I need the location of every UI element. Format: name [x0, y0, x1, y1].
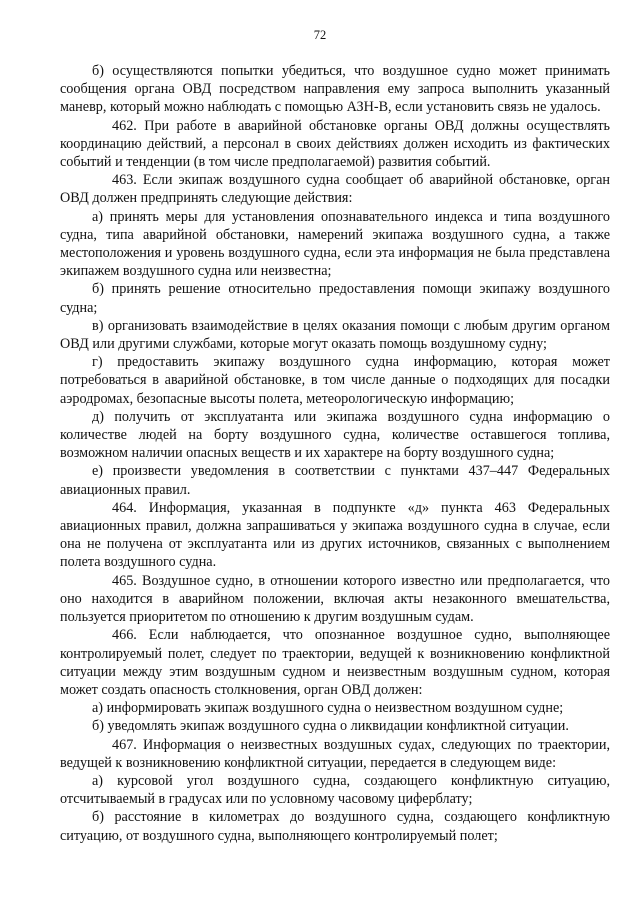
paragraph: б) принять решение относительно предоставления помощи экипажу воздушного судна; — [60, 281, 610, 316]
paragraph: 466. Если наблюдается, что опознанное воздушное судно, выполняющее контролируемый полет, следует по траектории, ведущей к возникновению конфликтной ситуации между этим воздушным судном и неизвестным воздушным судном, которая может создать опасность столкновения, орган ОВД должен: — [60, 627, 610, 698]
paragraph: б) осуществляются попытки убедиться, что воздушное судно может принимать сообщения органа ОВД посредством направления ему запроса выполнить указанный маневр, который можно наблюдать с помощью АЗН-В, если установить связь не удалось. — [60, 63, 610, 116]
paragraph: а) принять меры для установления опознавательного индекса и типа воздушного судна, типа аварийной обстановки, намерений экипажа воздушного судна, а также местоположения и уровень воздушного судна, если эта информация не была представлена экипажем воздушного судна или неизвестна; — [60, 208, 610, 280]
paragraph: а) информировать экипаж воздушного судна о неизвестном воздушном судне; — [92, 700, 564, 717]
paragraph: е) произвести уведомления в соответствии с пунктами 437–447 Федеральных авиационных правил. — [60, 463, 610, 498]
paragraph: б) уведомлять экипаж воздушного судна о ликвидации конфликтной ситуации. — [92, 718, 569, 735]
paragraph: 465. Воздушное судно, в отношении которого известно или предполагается, что оно находится в аварийном положении, включая акты незаконного вмешательства, пользуется приоритетом по отношению к другим воздушным судам. — [60, 572, 610, 626]
paragraph: 462. При работе в аварийной обстановке органы ОВД должны осуществлять координацию действий, а персонал в своих действиях должен исходить из фактических событий и тенденции (в том числе предполагаемой) развития событий. — [60, 117, 610, 171]
paragraph: 467. Информация о неизвестных воздушных судах, следующих по траектории, ведущей к возникновению конфликтной ситуации, передается в следующем виде: — [60, 736, 610, 771]
paragraph: д) получить от эксплуатанта или экипажа воздушного судна информацию о количестве людей на борту воздушного судна, количестве оставшегося топлива, возможном наличии опасных веществ и их характере на борту воздушного судна; — [60, 408, 610, 462]
document-body — [60, 62, 610, 845]
paragraph: 463. Если экипаж воздушного судна сообщает об аварийной обстановке, орган ОВД должен предпринять следующие действия: — [60, 172, 610, 207]
paragraph: г) предоставить экипажу воздушного судна информацию, которая может потребоваться в аварийной обстановке, в том числе данные о подходящих для посадки аэродромах, безопасные высоты полета, метеорологическую информацию; — [60, 354, 610, 407]
paragraph: б) расстояние в километрах до воздушного судна, создающего конфликтную ситуацию, от воздушного судна, выполняющего контролируемый полет; — [60, 809, 610, 844]
paragraph: 464. Информация, указанная в подпункте «д» пункта 463 Федеральных авиационных правил, должна запрашиваться у экипажа воздушного судна в случае, если она не получена от эксплуатанта или из других источников, связанных с выполнением полета воздушного судна. — [60, 499, 610, 571]
paragraph: а) курсовой угол воздушного судна, создающего конфликтную ситуацию, отсчитываемый в градусах или по условному часовому циферблату; — [60, 772, 610, 808]
paragraph: в) организовать взаимодействие в целях оказания помощи с любым другим органом ОВД или другими службами, которые могут оказать помощь воздушному судну; — [60, 317, 610, 353]
page-number: 72 — [313, 28, 327, 42]
